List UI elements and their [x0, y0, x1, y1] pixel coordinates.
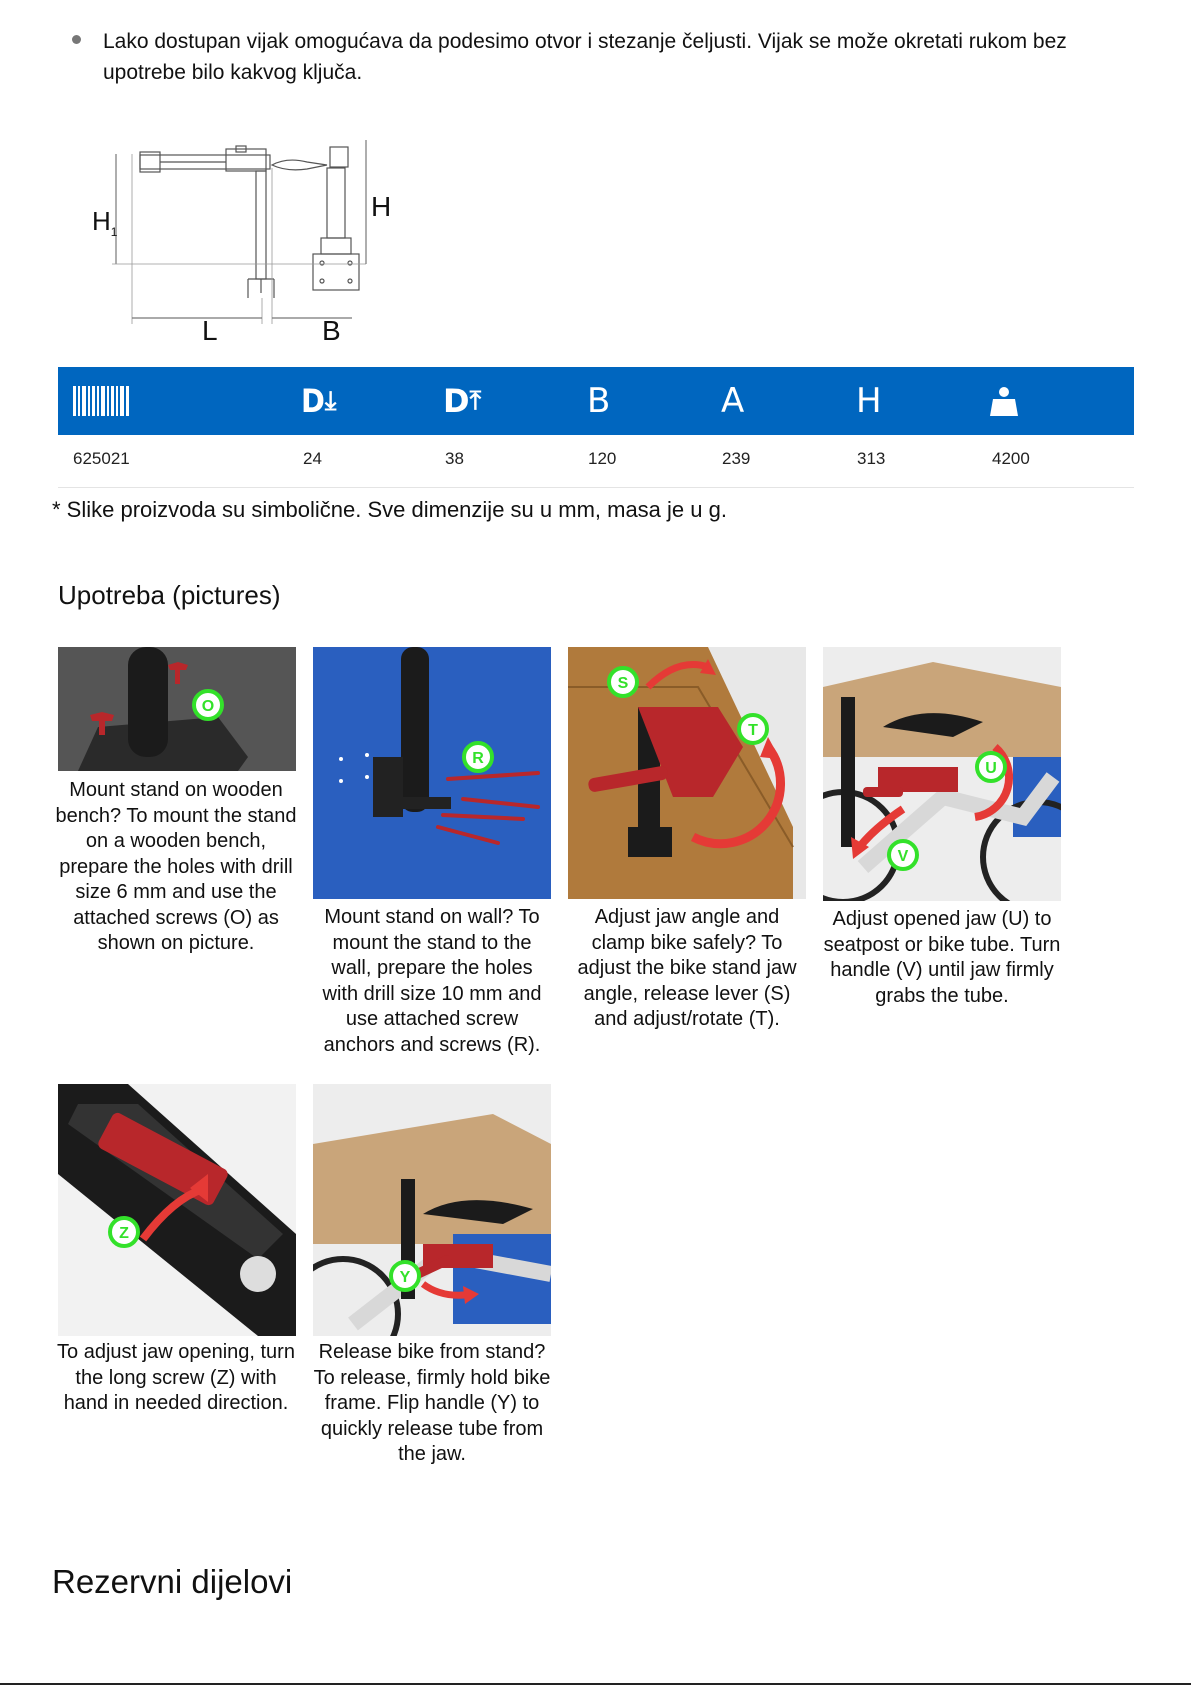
- bullet-dot: [72, 35, 81, 44]
- marker-y: Y: [399, 1269, 411, 1286]
- cell-h: 313: [857, 449, 886, 468]
- usage-image-release-bike: [313, 1084, 551, 1336]
- cell-d-max: 38: [445, 449, 464, 468]
- dimension-drawing: [86, 138, 406, 350]
- weight-icon: [990, 367, 1018, 435]
- usage-image-jaw-opening: [58, 1084, 296, 1336]
- cell-weight: 4200: [992, 449, 1030, 468]
- usage-caption-jaw-angle: Adjust jaw angle and clamp bike safely? To adjust the bike stand jaw angle, release lever (S) and adjust/rotate (T).: [577, 906, 797, 1030]
- marker-u: U: [985, 760, 997, 777]
- spec-table-header: [58, 367, 1134, 435]
- dim-label-h1: $H_1$: [92, 206, 118, 239]
- marker-o: O: [201, 698, 215, 715]
- cell-a: 239: [722, 449, 751, 468]
- header-a: A: [721, 381, 745, 421]
- spec-table-row: [58, 435, 1134, 488]
- usage-caption-bench-mount: Mount stand on wooden bench? To mount the stand on a wooden bench, prepare the holes with drill size 6 mm and use the attached screws (O) as shown on picture.: [55, 779, 297, 954]
- usage-caption-wall-mount: Mount stand on wall? To mount the stand to the wall, prepare the holes with drill size 10 mm and use attached screw anchors and screws (R).: [322, 906, 542, 1056]
- marker-v: V: [897, 848, 909, 865]
- dim-label-l: L: [202, 315, 218, 346]
- usage-caption-jaw-opening: To adjust jaw opening, turn the long screw (Z) with hand in needed direction.: [57, 1341, 295, 1414]
- d-min-icon: D ⤓: [301, 382, 337, 420]
- footnote: * Slike proizvoda su simbolične. Sve dimenzije su u mm, masa je u g.: [52, 497, 727, 522]
- feature-bullet-text: Lako dostupan vijak omogućava da podesimo otvor i stezanje čeljusti. Vijak se može okretati rukom bez upotrebe bilo kakvog ključa.: [103, 30, 1067, 84]
- marker-z: Z: [119, 1225, 129, 1242]
- usage-image-jaw-angle: [568, 647, 806, 899]
- d-max-icon: D ⤒: [443, 382, 482, 420]
- usage-caption-jaw-seatpost: Adjust opened jaw (U) to seatpost or bike tube. Turn handle (V) until jaw firmly grabs the tube.: [823, 908, 1061, 1007]
- marker-s: S: [617, 675, 629, 692]
- cell-d-min: 24: [303, 449, 322, 468]
- cell-code: 625021: [73, 449, 130, 468]
- barcode-icon: [73, 367, 129, 435]
- spare-parts-title: Rezervni dijelovi: [52, 1563, 293, 1600]
- marker-t: T: [748, 722, 758, 739]
- usage-caption-release-bike: Release bike from stand? To release, firmly hold bike frame. Flip handle (Y) to quickly release tube from the jaw.: [313, 1341, 551, 1465]
- header-h: H: [856, 381, 882, 421]
- dim-label-b: B: [322, 315, 341, 346]
- usage-image-wall-mount: [313, 647, 551, 899]
- header-b: B: [587, 381, 611, 421]
- cell-b: 120: [588, 449, 617, 468]
- usage-image-bench-mount: [58, 647, 296, 771]
- marker-r: R: [472, 750, 484, 767]
- usage-image-jaw-seatpost: [823, 647, 1061, 901]
- usage-section-title: Upotreba (pictures): [58, 580, 281, 610]
- dim-label-h: H: [371, 191, 392, 222]
